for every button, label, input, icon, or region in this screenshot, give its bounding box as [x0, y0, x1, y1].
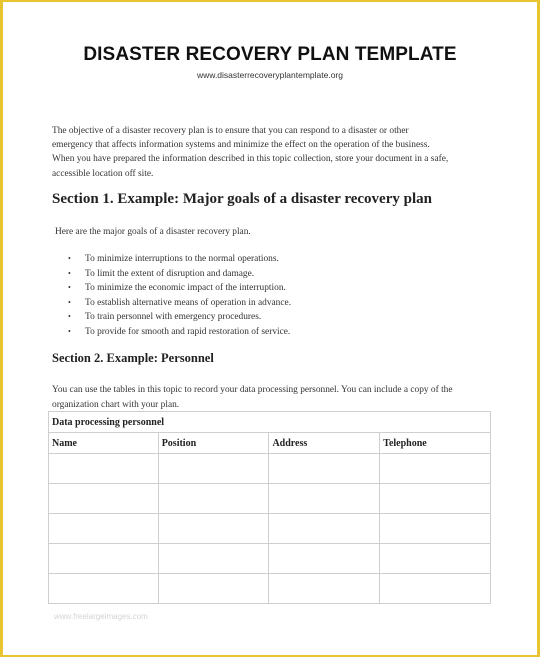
list-item [68, 267, 291, 282]
table-row [49, 544, 491, 574]
intro-line: emergency that affects information systems and minimize the effect on the operation of the business. [52, 140, 430, 151]
table-row [49, 574, 491, 604]
section-2-heading: Section 2. Example: Personnel [52, 351, 214, 365]
list-item [68, 310, 291, 325]
table-cell[interactable] [269, 544, 380, 574]
list-item [68, 296, 291, 311]
bullet-icon: • [68, 312, 71, 321]
section-1-lead: Here are the major goals of a disaster recovery plan. [55, 227, 251, 237]
bullet-icon: • [68, 297, 71, 307]
intro-paragraph [52, 124, 492, 181]
table-cell[interactable] [380, 574, 491, 604]
section-2-line: You can use the tables in this topic to record your data processing personnel. You can include a copy of the [52, 385, 453, 395]
goal-text: To establish alternative means of operation in advance. [85, 297, 292, 308]
goal-text: To minimize interruptions to the normal operations. [85, 254, 279, 264]
bullet-icon: • [68, 254, 71, 263]
table-cell[interactable] [158, 574, 269, 604]
table-cell[interactable] [158, 514, 269, 544]
bullet-icon: • [68, 283, 71, 292]
table-header-row [49, 433, 491, 454]
list-item [68, 325, 291, 340]
personnel-table [48, 411, 491, 604]
table-cell[interactable] [269, 484, 380, 514]
table-cell[interactable] [49, 574, 159, 604]
table-cell[interactable] [49, 544, 159, 574]
column-header-address: Address [269, 433, 380, 454]
column-header-name: Name [49, 433, 159, 454]
table-cell[interactable] [380, 544, 491, 574]
table-cell[interactable] [269, 514, 380, 544]
website-url: www.disasterrecoveryplantemplate.org [197, 70, 343, 80]
table-row [49, 454, 491, 484]
table-cell[interactable] [49, 454, 159, 484]
intro-line: When you have prepared the information described in this topic collection, store your document in a safe, [52, 154, 449, 165]
section-2-line: organization chart with your plan. [52, 399, 180, 410]
intro-line: The objective of a disaster recovery plan is to ensure that you can respond to a disaster or other [52, 126, 409, 136]
goal-text: To provide for smooth and rapid restoration of service. [85, 326, 291, 337]
table-caption-row [49, 412, 491, 433]
table-cell[interactable] [49, 514, 159, 544]
table-cell[interactable] [269, 574, 380, 604]
table-cell[interactable] [158, 544, 269, 574]
document-title: DISASTER RECOVERY PLAN TEMPLATE [83, 44, 457, 65]
goal-text: To limit the extent of disruption and damage. [85, 268, 255, 279]
bullet-icon: • [68, 326, 71, 336]
table-row [49, 484, 491, 514]
table-cell[interactable] [269, 454, 380, 484]
list-item [68, 281, 291, 296]
list-item [68, 252, 291, 267]
table-cell[interactable] [380, 454, 491, 484]
table-cell[interactable] [49, 484, 159, 514]
table-cell[interactable] [380, 514, 491, 544]
goal-text: To minimize the economic impact of the interruption. [85, 283, 286, 293]
intro-line: accessible location off site. [52, 168, 154, 179]
bullet-icon: • [68, 268, 71, 278]
watermark: www.freelargeimages.com [54, 612, 148, 621]
section-1-heading: Section 1. Example: Major goals of a disaster recovery plan [52, 191, 432, 207]
column-header-position: Position [158, 433, 269, 454]
section-2-text [52, 383, 492, 412]
column-header-telephone: Telephone [380, 433, 491, 454]
goals-list [68, 252, 291, 339]
table-cell[interactable] [380, 484, 491, 514]
table-caption: Data processing personnel [49, 412, 491, 433]
table-cell[interactable] [158, 454, 269, 484]
table-cell[interactable] [158, 484, 269, 514]
table-row [49, 514, 491, 544]
goal-text: To train personnel with emergency procedures. [85, 312, 262, 322]
